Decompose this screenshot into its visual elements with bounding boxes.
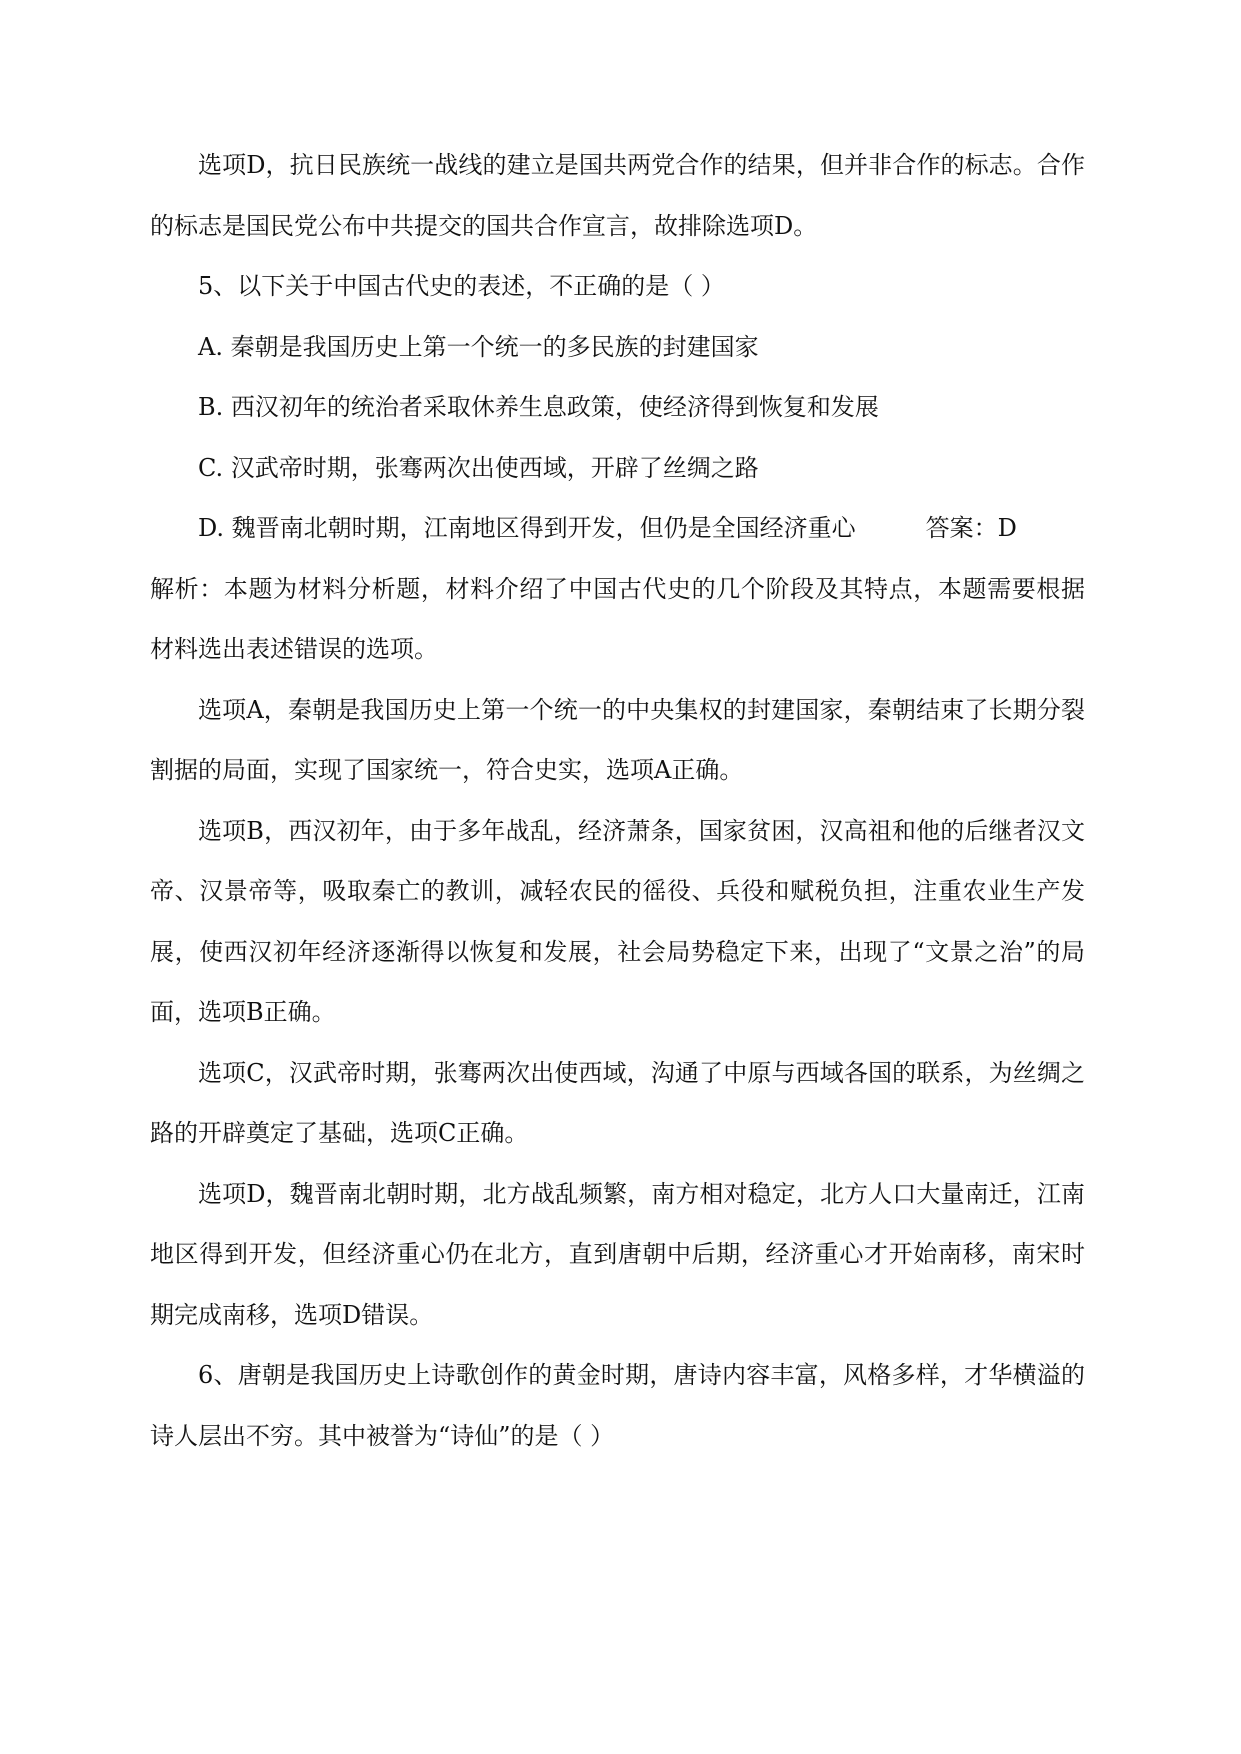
question-5-analysis: 解析：本题为材料分析题，材料介绍了中国古代史的几个阶段及其特点，本题需要根据材料选出表述错误的选项。 [150, 574, 1085, 663]
analysis-option-d: 选项D，魏晋南北朝时期，北方战乱频繁，南方相对稳定，北方人口大量南迁，江南地区得到开发，但经济重心仍在北方，直到唐朝中后期，经济重心才开始南移，南宋时期完成南移，选项D错误。 [150, 1179, 1085, 1329]
question-5-option-d-line [150, 498, 1085, 559]
analysis-option-a: 选项A，秦朝是我国历史上第一个统一的中央集权的封建国家，秦朝结束了长期分裂割据的局面，实现了国家统一，符合史实，选项A正确。 [150, 695, 1085, 784]
analysis-option-b: 选项B，西汉初年，由于多年战乱，经济萧条，国家贫困，汉高祖和他的后继者汉文帝、汉景帝等，吸取秦亡的教训，减轻农民的徭役、兵役和赋税负担，注重农业生产发展，使西汉初年经济逐渐得以恢复和发展，社会局势稳定下来，出现了“文景之治”的局面，选项B正确。 [150, 816, 1085, 1026]
question-5-option-c: C. 汉武帝时期，张骞两次出使西域，开辟了丝绸之路 [198, 453, 759, 482]
question-5-answer: 答案：D [925, 514, 1017, 542]
document-page [150, 135, 1085, 1466]
question-5-option-b: B. 西汉初年的统治者采取休养生息政策，使经济得到恢复和发展 [198, 393, 879, 421]
question-5-option-d: D. 魏晋南北朝时期，江南地区得到开发，但仍是全国经济重心 [198, 514, 856, 542]
question-5-option-a: A. 秦朝是我国历史上第一个统一的多民族的封建国家 [198, 332, 759, 361]
question-6: 6、唐朝是我国历史上诗歌创作的黄金时期，唐诗内容丰富，风格多样，才华横溢的诗人层出不穷。其中被誉为“诗仙”的是（ ） [150, 1361, 1085, 1450]
question-5: 5、以下关于中国古代史的表述，不正确的是（ ） [198, 272, 725, 300]
analysis-option-c: 选项C，汉武帝时期，张骞两次出使西域，沟通了中原与西域各国的联系，为丝绸之路的开辟奠定了基础，选项C正确。 [150, 1058, 1085, 1147]
paragraph-option-d-prev: 选项D，抗日民族统一战线的建立是国共两党合作的结果，但并非合作的标志。合作的标志是国民党公布中共提交的国共合作宣言，故排除选项D。 [150, 151, 1085, 240]
